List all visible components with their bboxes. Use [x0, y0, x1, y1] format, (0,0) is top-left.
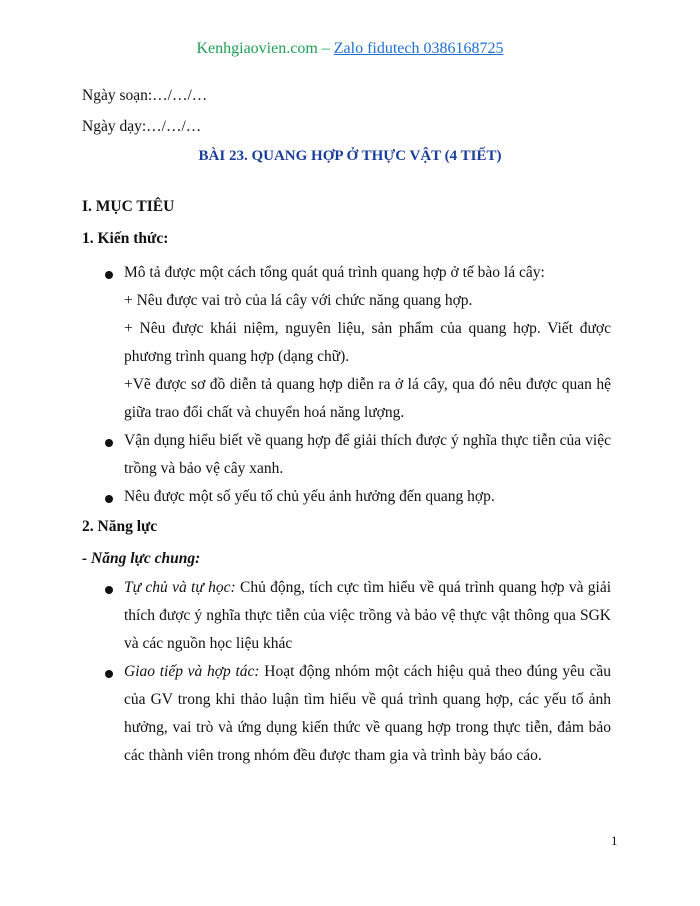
knowledge-item-2: Vận dụng hiểu biết về quang hợp để giải thích được ý nghĩa thực tiễn của việc trồng và bảo vệ cây xanh.	[124, 432, 611, 477]
bullet-icon	[105, 670, 113, 678]
lesson-title: BÀI 23. QUANG HỢP Ở THỰC VẬT (4 TIẾT)	[198, 148, 502, 164]
knowledge-item-3: Nêu được một số yếu tố chủ yếu ảnh hưởng đến quang hợp.	[124, 488, 495, 505]
bullet-icon	[105, 439, 113, 447]
competence-text: Hoạt động nhóm một cách hiệu quả theo đúng yêu cầu của GV trong khi thảo luận tìm hiểu về quá trình quang hợp, các yếu tố ảnh hưởng, vai trò và ứng dụng kiến thức về quang hợp trong thực tiễn, đảm bảo các thành viên trong nhóm đều được tham gia và trình bày báo cáo.	[124, 663, 611, 764]
knowledge-heading: 1. Kiến thức:	[82, 230, 169, 247]
bullet-icon	[105, 271, 113, 279]
knowledge-subitem: +Vẽ được sơ đồ diễn tả quang hợp diễn ra ở lá cây, qua đó nêu được quan hệ giữa trao đổi chất và chuyển hoá năng lượng.	[124, 376, 611, 421]
bullet-icon	[105, 495, 113, 503]
page-number: 1	[611, 833, 618, 848]
teach-date: Ngày dạy:…/…/…	[82, 118, 202, 135]
competence-heading: 2. Năng lực	[82, 518, 158, 535]
competence-label: Giao tiếp và hợp tác:	[124, 663, 260, 680]
page-header	[0, 40, 700, 58]
header-separator: –	[317, 40, 334, 57]
site-name[interactable]: Kenhgiaovien.com	[196, 40, 318, 57]
knowledge-item-1: Mô tả được một cách tổng quát quá trình quang hợp ở tế bào lá cây:	[124, 264, 545, 281]
contact-link[interactable]: Zalo fidutech 0386168725	[333, 40, 504, 57]
competence-text: Chủ động, tích cực tìm hiểu về quá trình quang hợp và giải thích được ý nghĩa thực tiễn của việc trồng và bảo vệ thực vật thông qua SGK và các nguồn học liệu khác	[124, 579, 612, 652]
section-objectives: I. MỤC TIÊU	[82, 198, 175, 215]
prep-date: Ngày soạn:…/…/…	[82, 87, 208, 104]
bullet-icon	[105, 586, 113, 594]
knowledge-subitem: + Nêu được vai trò của lá cây với chức năng quang hợp.	[124, 292, 473, 309]
knowledge-subitem: + Nêu được khái niệm, nguyên liệu, sản phẩm của quang hợp. Viết được phương trình quang hợp (dạng chữ).	[124, 320, 611, 365]
competence-label: Tự chủ và tự học:	[124, 579, 236, 596]
competence-self-study	[124, 574, 611, 658]
competence-communication	[124, 658, 611, 770]
knowledge-item	[124, 259, 611, 427]
general-competence-heading: - Năng lực chung:	[82, 550, 201, 567]
